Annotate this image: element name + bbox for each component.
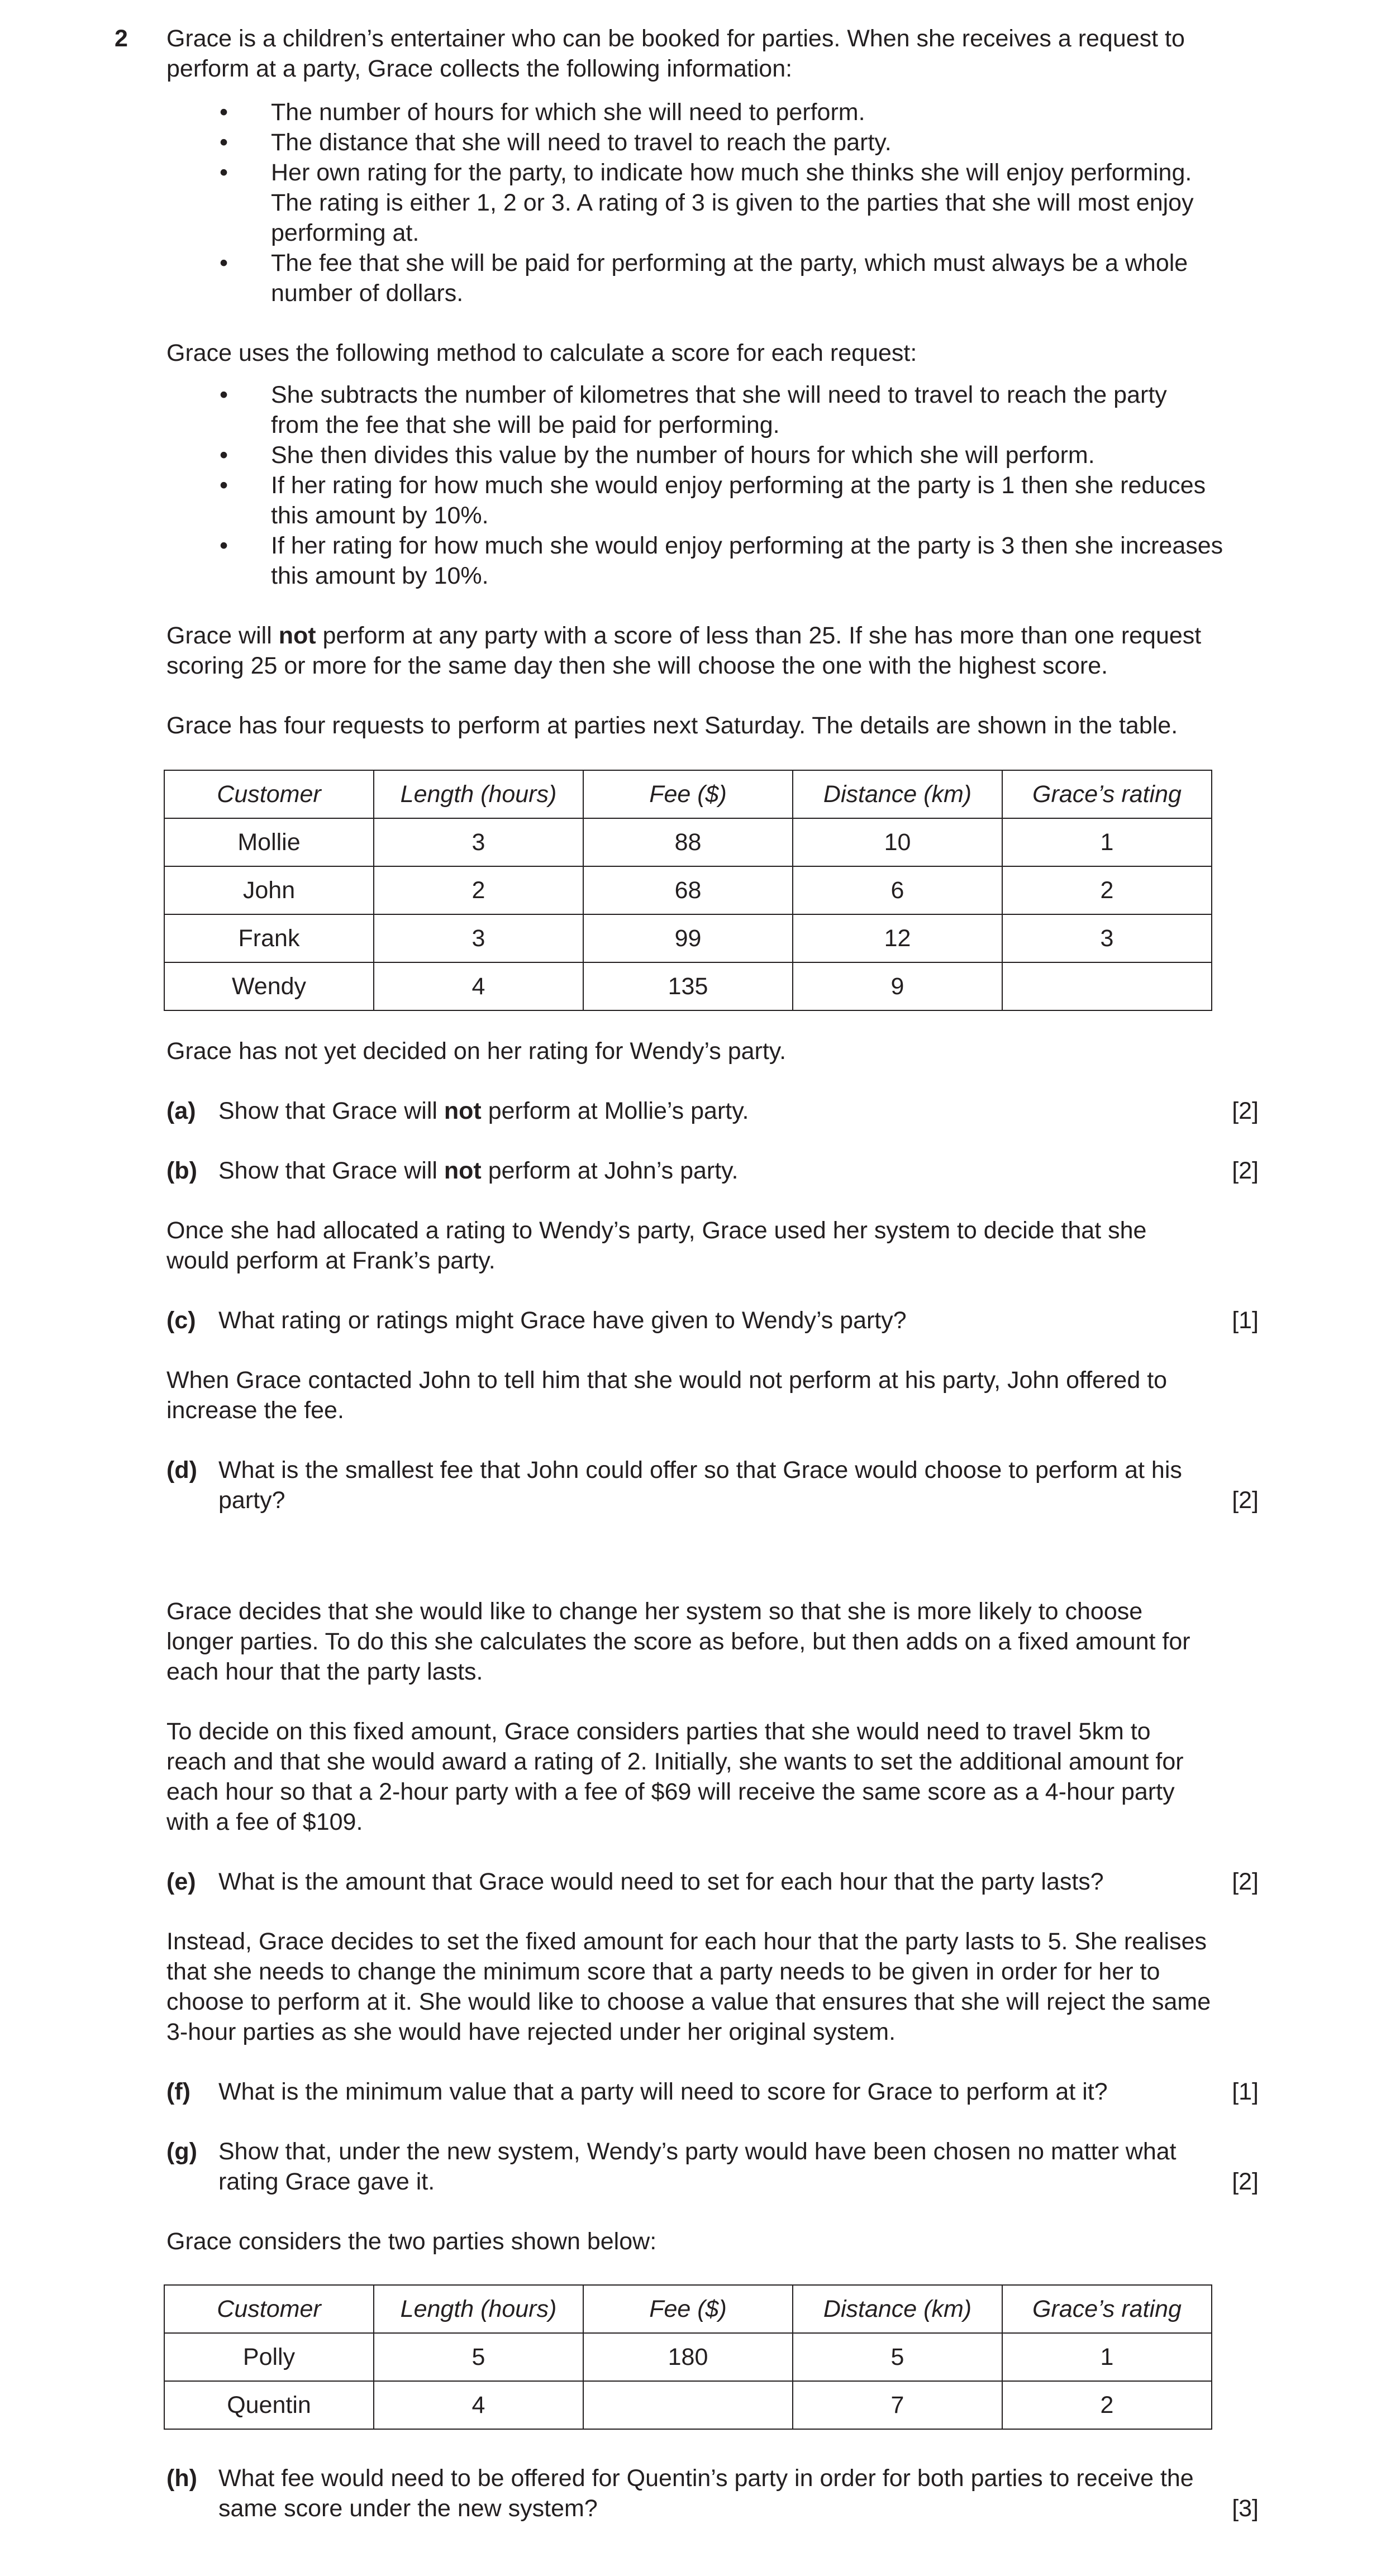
cell-length: 5 <box>374 2333 583 2381</box>
header-length: Length (hours) <box>374 2285 583 2333</box>
frank-note-line-1: Once she had allocated a rating to Wendy’s party, Grace used her system to decide that she <box>166 1217 1147 1244</box>
info-bullet-1: The number of hours for which she will need to perform. <box>271 99 865 126</box>
bullet-point: • <box>220 442 228 469</box>
header-fee: Fee ($) <box>583 2285 793 2333</box>
part-h-label: (h) <box>166 2465 197 2492</box>
header-customer: Customer <box>164 770 374 818</box>
table-header-row <box>164 2285 1212 2333</box>
part-f-text: What is the minimum value that a party will need to score for Grace to perform at it? <box>218 2078 1108 2105</box>
info-bullet-2: The distance that she will need to travel to reach the party. <box>271 129 892 156</box>
change-note-line-3: each hour that the party lasts. <box>166 1658 483 1685</box>
table-intro: Grace has four requests to perform at parties next Saturday. The details are shown in the table. <box>166 712 1178 739</box>
fixed-note-line-1: To decide on this fixed amount, Grace considers parties that she would need to travel 5km to <box>166 1718 1151 1745</box>
part-e-marks: [2] <box>1232 1868 1259 1895</box>
part-d-label: (d) <box>166 1457 197 1483</box>
part-g-marks: [2] <box>1232 2168 1259 2195</box>
rule-line-2: scoring 25 or more for the same day then she will choose the one with the highest score. <box>166 652 1108 679</box>
part-g-line-1: Show that, under the new system, Wendy’s party would have been chosen no matter what <box>218 2138 1177 2165</box>
cell-fee: 180 <box>583 2333 793 2381</box>
method-bullet-4-line-2: this amount by 10%. <box>271 562 489 589</box>
part-h-line-2: same score under the new system? <box>218 2495 598 2522</box>
cell-fee: 88 <box>583 818 793 866</box>
cell-rating: 2 <box>1002 866 1212 914</box>
john-note-line-2: increase the fee. <box>166 1397 344 1424</box>
bullet-point: • <box>220 159 228 186</box>
question-number: 2 <box>115 25 128 52</box>
instead-note-line-3: choose to perform at it. She would like to choose a value that ensures that she will reject the same <box>166 1988 1211 2015</box>
bullet-point: • <box>220 472 228 499</box>
instead-note-line-2: that she needs to change the minimum score that a party needs to be given in order for her to <box>166 1958 1160 1985</box>
cell-length: 4 <box>374 962 583 1010</box>
cell-distance: 10 <box>793 818 1002 866</box>
table-row <box>164 2333 1212 2381</box>
fixed-note-line-4: with a fee of $109. <box>166 1809 363 1835</box>
cell-distance: 5 <box>793 2333 1002 2381</box>
method-intro: Grace uses the following method to calculate a score for each request: <box>166 340 917 366</box>
rule-line-1: Grace will not perform at any party with a score of less than 25. If she has more than one request <box>166 622 1202 649</box>
cell-distance: 12 <box>793 914 1002 962</box>
table-row <box>164 962 1212 1010</box>
method-bullet-1-line-2: from the fee that she will be paid for performing. <box>271 412 780 438</box>
frank-note-line-2: would perform at Frank’s party. <box>166 1247 496 1274</box>
part-c-text: What rating or ratings might Grace have given to Wendy’s party? <box>218 1307 907 1334</box>
bullet-point: • <box>220 381 228 408</box>
cell-fee <box>583 2381 793 2429</box>
cell-fee: 99 <box>583 914 793 962</box>
two-parties-note: Grace considers the two parties shown below: <box>166 2228 657 2255</box>
wendy-note: Grace has not yet decided on her rating for Wendy’s party. <box>166 1038 787 1065</box>
part-h-line-1: What fee would need to be offered for Quentin’s party in order for both parties to receive the <box>218 2465 1194 2492</box>
part-b-marks: [2] <box>1232 1157 1259 1184</box>
part-f-label: (f) <box>166 2078 190 2105</box>
fixed-note-line-3: each hour so that a 2-hour party with a fee of $69 will receive the same score as a 4-hour party <box>166 1778 1175 1805</box>
method-bullet-4-line-1: If her rating for how much she would enjoy performing at the party is 3 then she increases <box>271 532 1223 559</box>
cell-rating: 1 <box>1002 818 1212 866</box>
instead-note-line-1: Instead, Grace decides to set the fixed amount for each hour that the party lasts to 5. She realises <box>166 1928 1207 1955</box>
part-g-line-2: rating Grace gave it. <box>218 2168 435 2195</box>
cell-customer: Quentin <box>164 2381 374 2429</box>
cell-length: 3 <box>374 818 583 866</box>
info-bullet-3-line-2: The rating is either 1, 2 or 3. A rating of 3 is given to the parties that she will most enjoy <box>271 189 1194 216</box>
part-d-line-1: What is the smallest fee that John could offer so that Grace would choose to perform at his <box>218 1457 1182 1483</box>
table-row <box>164 866 1212 914</box>
header-customer: Customer <box>164 2285 374 2333</box>
bullet-point: • <box>220 250 228 276</box>
cell-customer: Wendy <box>164 962 374 1010</box>
info-bullet-4-line-2: number of dollars. <box>271 280 464 307</box>
method-bullet-3-line-2: this amount by 10%. <box>271 502 489 529</box>
table-row <box>164 818 1212 866</box>
method-bullet-3-line-1: If her rating for how much she would enjoy performing at the party is 1 then she reduces <box>271 472 1206 499</box>
part-e-label: (e) <box>166 1868 196 1895</box>
part-b-label: (b) <box>166 1157 197 1184</box>
method-bullet-2: She then divides this value by the number of hours for which she will perform. <box>271 442 1095 469</box>
cell-distance: 7 <box>793 2381 1002 2429</box>
fixed-note-line-2: reach and that she would award a rating of 2. Initially, she wants to set the additional amount for <box>166 1748 1184 1775</box>
cell-rating: 2 <box>1002 2381 1212 2429</box>
cell-rating: 3 <box>1002 914 1212 962</box>
part-h-marks: [3] <box>1232 2495 1259 2522</box>
bullet-point: • <box>220 99 228 126</box>
cell-length: 4 <box>374 2381 583 2429</box>
cell-customer: Frank <box>164 914 374 962</box>
part-e-text: What is the amount that Grace would need to set for each hour that the party lasts? <box>218 1868 1104 1895</box>
cell-customer: John <box>164 866 374 914</box>
part-a-marks: [2] <box>1232 1098 1259 1124</box>
part-a-label: (a) <box>166 1098 196 1124</box>
intro-line-2: perform at a party, Grace collects the following information: <box>166 55 793 82</box>
header-distance: Distance (km) <box>793 2285 1002 2333</box>
instead-note-line-4: 3-hour parties as she would have rejected under her original system. <box>166 2019 896 2045</box>
intro-line-1: Grace is a children’s entertainer who can be booked for parties. When she receives a request to <box>166 25 1185 52</box>
change-note-line-2: longer parties. To do this she calculates the score as before, but then adds on a fixed amount for <box>166 1628 1190 1655</box>
parties-table <box>164 2284 1212 2430</box>
cell-rating <box>1002 962 1212 1010</box>
header-fee: Fee ($) <box>583 770 793 818</box>
header-distance: Distance (km) <box>793 770 1002 818</box>
header-length: Length (hours) <box>374 770 583 818</box>
table-header-row <box>164 770 1212 818</box>
info-bullet-3-line-1: Her own rating for the party, to indicate how much she thinks she will enjoy performing. <box>271 159 1192 186</box>
part-c-label: (c) <box>166 1307 196 1334</box>
cell-length: 3 <box>374 914 583 962</box>
change-note-line-1: Grace decides that she would like to change her system so that she is more likely to choose <box>166 1598 1143 1625</box>
part-g-label: (g) <box>166 2138 197 2165</box>
table-row <box>164 914 1212 962</box>
bullet-point: • <box>220 532 228 559</box>
part-a-text: Show that Grace will not perform at Mollie’s party. <box>218 1098 749 1124</box>
cell-customer: Mollie <box>164 818 374 866</box>
requests-table <box>164 770 1212 1011</box>
john-note-line-1: When Grace contacted John to tell him that she would not perform at his party, John offered to <box>166 1367 1168 1394</box>
part-b-text: Show that Grace will not perform at John’s party. <box>218 1157 739 1184</box>
cell-fee: 68 <box>583 866 793 914</box>
cell-length: 2 <box>374 866 583 914</box>
part-c-marks: [1] <box>1232 1307 1259 1334</box>
bullet-point: • <box>220 129 228 156</box>
cell-distance: 6 <box>793 866 1002 914</box>
part-d-line-2: party? <box>218 1487 285 1514</box>
header-rating: Grace’s rating <box>1002 2285 1212 2333</box>
part-f-marks: [1] <box>1232 2078 1259 2105</box>
header-rating: Grace’s rating <box>1002 770 1212 818</box>
cell-distance: 9 <box>793 962 1002 1010</box>
method-bullet-1-line-1: She subtracts the number of kilometres that she will need to travel to reach the party <box>271 381 1167 408</box>
cell-rating: 1 <box>1002 2333 1212 2381</box>
part-d-marks: [2] <box>1232 1487 1259 1514</box>
table-row <box>164 2381 1212 2429</box>
cell-customer: Polly <box>164 2333 374 2381</box>
info-bullet-4-line-1: The fee that she will be paid for performing at the party, which must always be a whole <box>271 250 1188 276</box>
info-bullet-3-line-3: performing at. <box>271 220 420 246</box>
cell-fee: 135 <box>583 962 793 1010</box>
